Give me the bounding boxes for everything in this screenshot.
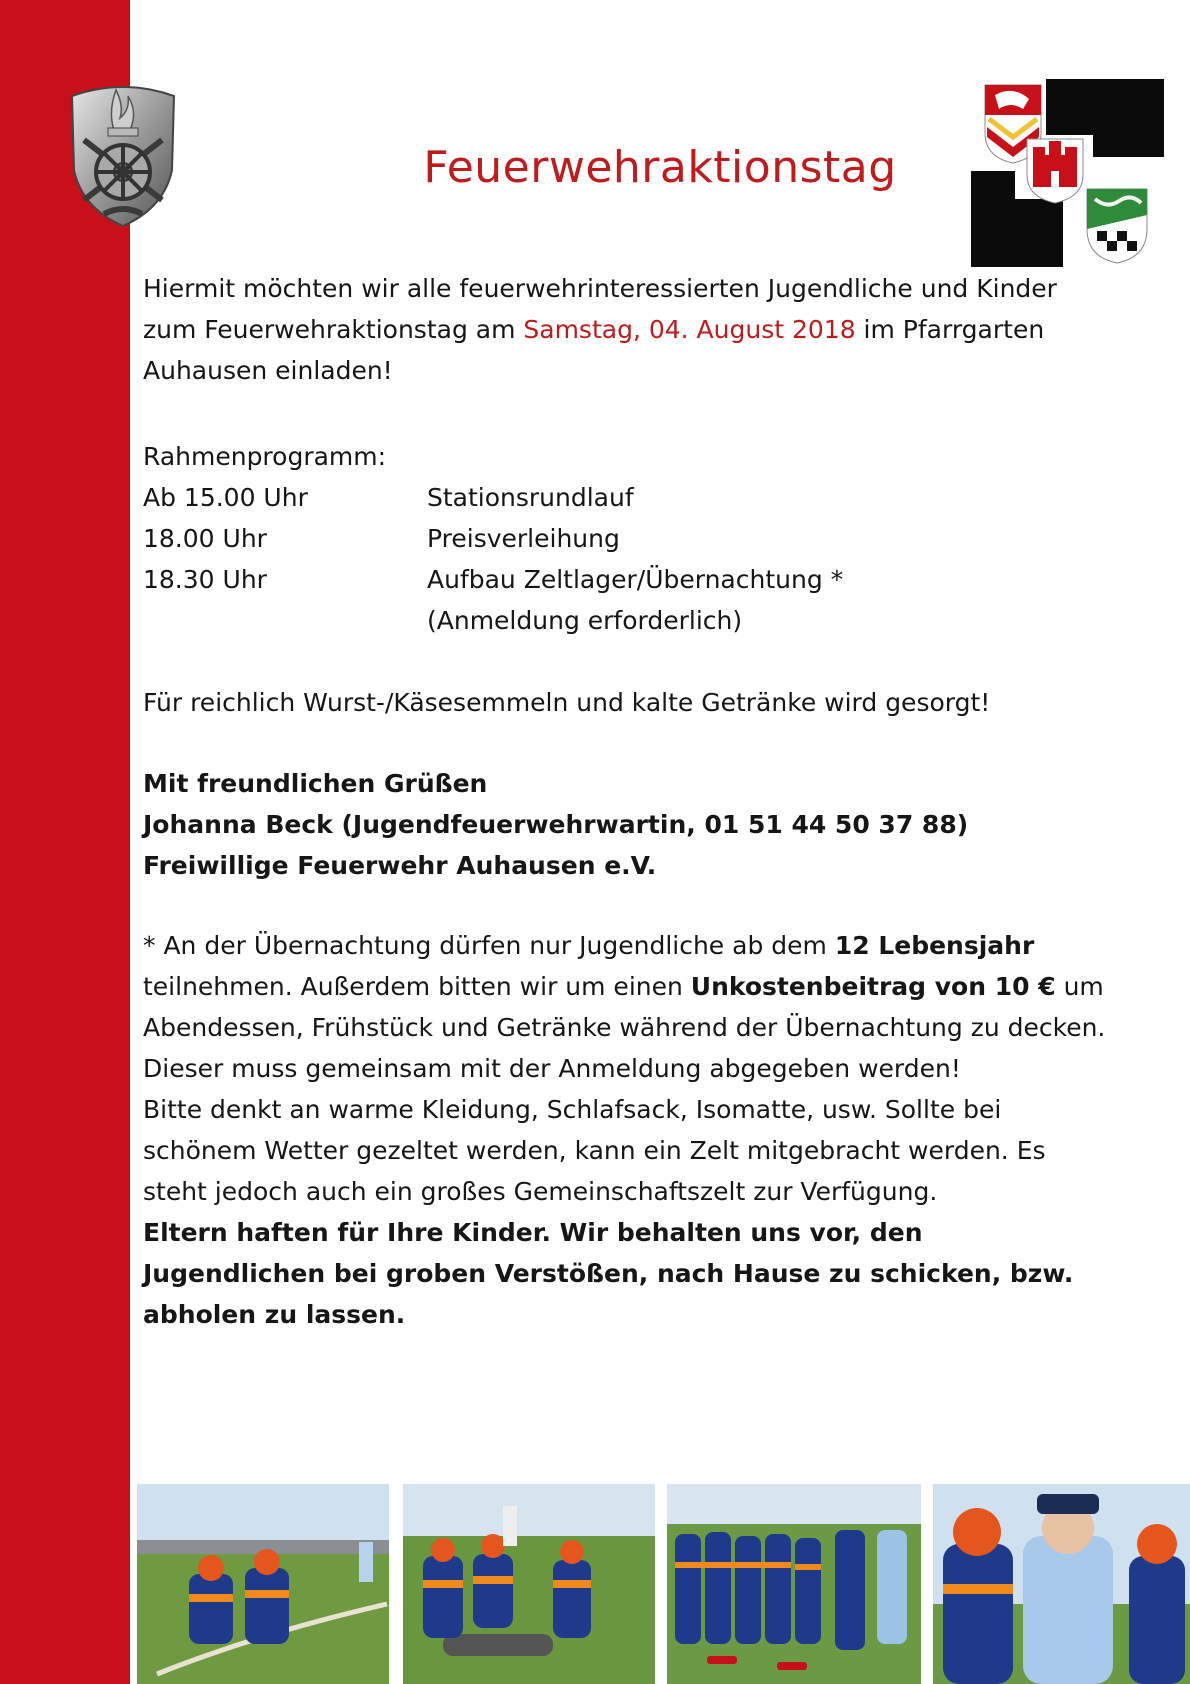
intro-text-before: Hiermit möchten wir alle feuerwehrinteressierten Jugendliche und Kinder zum Feuerwehraktionstag am (143, 274, 1057, 344)
packing-note: Bitte denkt an warme Kleidung, Schlafsack, Isomatte, usw. Sollte bei schönem Wetter gezeltet werden, kann ein Zelt mitgebracht werden. Es steht jedoch auch ein großes Gemeinschaftszelt zur Verfügung. (143, 1095, 1046, 1206)
program-time: 18.00 Uhr (143, 524, 267, 553)
program-item (143, 518, 620, 559)
food-note: Für reichlich Wurst-/Käsesemmeln und kalte Getränke wird gesorgt! (143, 688, 991, 717)
program-desc: (Anmeldung erforderlich) (427, 606, 743, 635)
intro-text-after: im Pfarrgarten Auhausen einladen! (143, 315, 1045, 385)
footnote-text: teilnehmen. Außerdem bitten wir um einen (143, 972, 691, 1001)
liability-note: Eltern haften für Ihre Kinder. Wir behalten uns vor, den Jugendlichen bei groben Verstößen, nach Hause zu schicken, bzw. abholen zu lassen. (143, 1218, 1074, 1329)
footnote-block (143, 925, 1113, 1335)
closing-block (143, 763, 1113, 886)
closing-greeting: Mit freundlichen Grüßen (143, 769, 488, 798)
photo-hose-run (137, 1484, 389, 1684)
closing-signer: Johanna Beck (Jugendfeuerwehrwartin, 01 51 44 50 37 88) (143, 810, 969, 839)
page-title: Feuerwehraktionstag (423, 142, 897, 193)
closing-organization: Freiwillige Feuerwehr Auhausen e.V. (143, 851, 657, 880)
photo-group-award (667, 1484, 921, 1684)
fee-note: Unkostenbeitrag von 10 € (690, 972, 1056, 1001)
program-desc: Stationsrundlauf (427, 483, 634, 512)
program-item (143, 477, 634, 518)
intro-paragraph (143, 268, 1113, 391)
program-item (143, 559, 843, 600)
footnote-text: um Abendessen, Frühstück und Getränke während der Übernachtung zu decken. Dieser muss gemeinsam mit der Anmeldung abgegeben werden! (143, 972, 1106, 1083)
photo-handover (933, 1484, 1190, 1684)
footnote-paragraph (143, 925, 1113, 1089)
left-red-bar (0, 0, 130, 1684)
program-time: Ab 15.00 Uhr (143, 483, 308, 512)
program-desc: Preisverleihung (427, 524, 620, 553)
program-desc: Aufbau Zeltlager/Übernachtung * (427, 565, 844, 594)
program-item (143, 600, 742, 641)
program-heading: Rahmenprogramm: (143, 442, 387, 471)
footnote-text: * An der Übernachtung dürfen nur Jugendliche ab dem (143, 931, 835, 960)
age-limit: 12 Lebensjahr (834, 931, 1035, 960)
photo-hose-coupling (403, 1484, 655, 1684)
program-time: 18.30 Uhr (143, 565, 267, 594)
event-date: Samstag, 04. August 2018 (523, 315, 856, 344)
